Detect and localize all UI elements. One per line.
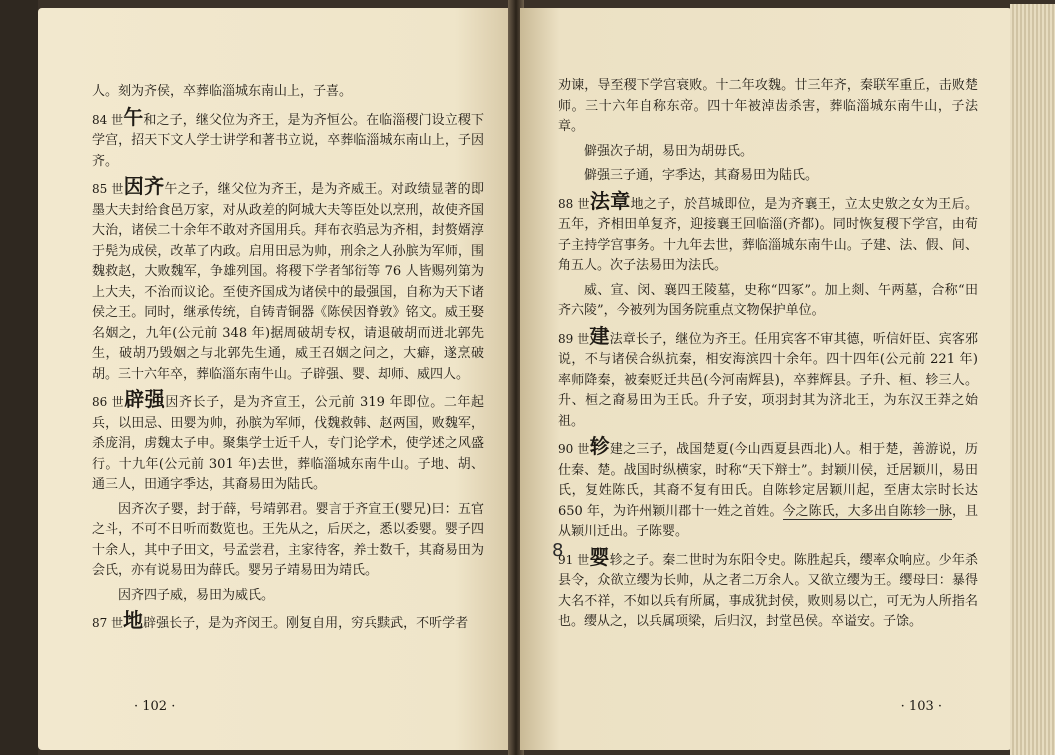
paragraph	[558, 323, 978, 433]
ancestor-name: 午	[123, 104, 144, 129]
ancestor-name: 建	[589, 323, 610, 348]
paragraph	[92, 586, 484, 607]
paragraph	[558, 281, 978, 322]
paragraph	[558, 544, 978, 633]
paragraph	[92, 389, 484, 496]
ancestor-name: 轸	[589, 434, 610, 458]
paragraph-text: 建之三子，战国楚夏(今山西夏县西北)人。相于楚，善游说，历仕秦、楚。战国时纵横家，时称“天下辩士”。封颖川侯，迁居颖川，易田氏，复姓陈氏，其裔不复有田氏。自陈轸定居颖川起，至唐太宗时长达 650 年，为许州颖川郡十一姓之首姓。	[558, 442, 978, 519]
paragraph	[92, 610, 484, 635]
paragraph-text: 辟强长子，是为齐闵王。刚复自用，穷兵黩武，不听学者	[143, 616, 469, 631]
generation-number: 85 世	[92, 182, 124, 196]
handwritten-margin-mark: 8	[552, 540, 564, 561]
page-number-left: · 102 ·	[134, 699, 176, 714]
left-page	[38, 8, 512, 750]
paragraph	[558, 436, 978, 543]
paragraph	[92, 104, 484, 173]
paragraph-text: 威、宣、闵、襄四王陵墓，史称“四冢”。加上剡、午两墓，合称“田齐六陵”，今被列为国务院重点文物保护单位。	[558, 282, 978, 318]
generation-number: 90 世	[558, 442, 590, 456]
paragraph	[558, 76, 978, 138]
underlined-text: 今之陈氏，大多出自陈轸一脉	[782, 503, 952, 519]
paragraph-text: 地之子，於莒城即位，是为齐襄王，立太史敫之女为王后。五年，齐相田单复齐，迎接襄王回临淄(齐都)。同时恢复稷下学宫，由荀子主持学宫事务。十九年去世，葬临淄城东南牛山。子建、法、假、间、角五人。次子法易田为法氏。	[558, 196, 978, 273]
paragraph	[92, 82, 484, 103]
generation-number: 84 世	[92, 112, 124, 127]
paragraph-text: 法章长子，继位为齐王。任用宾客不审其德，听信奸臣、宾客邪说，不与诸侯合纵抗秦，相安海滨四十余年。四十四年(公元前 221 年)率师降秦，被秦贬迁共邑(今河南辉县)，卒葬辉县。子升、桓、轸三人。升、桓之裔易田为王氏。升子安，项羽封其为济北王，为东汉王莽之始祖。	[558, 331, 978, 429]
ancestor-name: 法章	[589, 188, 631, 213]
paragraph-text: 劝谏，导至稷下学宫衰败。十二年攻魏。廿三年齐，秦联军重丘，击败楚师。三十六年自称东帝。四十年被淖齿杀害，葬临淄城东南牛山，子法章。	[558, 78, 978, 134]
page-edges	[1010, 4, 1055, 755]
paragraph-text: 僻强三子通，字季达，其裔易田为陆氏。	[584, 168, 819, 183]
paragraph-text: 轸之子。秦二世时为东阳令史。陈胜起兵，缨率众响应。少年杀县令，众欲立缨为长帅，从之者二万余人。又欲立缨为王。缨母曰：暴得大名不祥，不如以兵有所属，事成犹封侯，败则易以亡，可无为人所指名也。缨从之，以兵属项梁，后归汉，封堂邑侯。卒谥安。子馀。	[558, 552, 978, 629]
ancestor-name: 辟强	[124, 387, 166, 411]
ancestor-name: 婴	[589, 544, 610, 569]
generation-number: 86 世	[92, 395, 125, 409]
paragraph-text: 午之子，继父位为齐王，是为齐威王。对政绩显著的即墨大夫封给食邑万家，对从政差的阿城大夫等臣处以烹刑，故使齐国大治，诸侯二十余年不敢对齐国用兵。拜布衣驺忌为齐相，封赘婿淳于髡为成侯，改革了内政。启用田忌为帅，刑余之人孙膑为军师，围魏救赵，大败魏军，争雄列国。将稷下学者邹衍等 76 人皆赐列第为上大夫，不治而议论。至使齐国成为诸侯中的最强国，自称为天下诸侯之王。同时，继承传统，自铸青铜器《陈侯因脊敦》铭文。威王娶名姻之，九年(公元前 348 年)据周破胡专权，请退破胡而迸北郭先生，破胡乃毁姻之与北郭先生通，威王召姻之问之，大癖，遂烹破胡。三十六年卒，葬临淄东南牛山。子辟强、婴、却师、威四人。	[92, 182, 484, 382]
paragraph-text: 人。刻为齐侯，卒葬临淄城东南山上，子喜。	[92, 84, 353, 99]
paragraph-text: 因齐四子威，易田为威氏。	[118, 587, 275, 603]
paragraph-text: 因齐次子婴，封于薛，号靖郭君。婴言于齐宣王(婴兄)曰：五官之斗，不可不日听而数览也。王先从之，后厌之，悉以委婴。婴子四十余人，其中子田文，号孟尝君，主家待客，养士数千，其裔易田为会氏，亦有说易田为薛氏。婴另子靖易田为靖氏。	[92, 501, 484, 578]
paragraph	[558, 188, 978, 277]
left-page-body	[92, 82, 484, 635]
background-left	[0, 0, 38, 755]
right-page	[520, 8, 1012, 750]
generation-number: 87 世	[92, 616, 124, 630]
paragraph	[92, 176, 484, 385]
paragraph-text: 因齐长子，是为齐宣王，公元前 319 年即位。二年起兵，以田忌、田婴为帅，孙膑为军师，伐魏救韩、赵两国，败魏军，杀庞涓，虏魏太子申。聚集学士近千人，专门论学术，使学述之风盛行。十九年(公元前 301 年)去世，葬临淄城东南牛山。子地、胡、通三人，田通字季达，其裔易田为陆氏。	[92, 395, 484, 492]
ancestor-name: 地	[123, 608, 144, 632]
paragraph	[558, 166, 978, 187]
ancestor-name: 因齐	[123, 174, 165, 198]
paragraph	[92, 500, 484, 582]
generation-number: 89 世	[558, 331, 590, 346]
right-page-body	[558, 76, 978, 633]
generation-number: 91 世	[558, 552, 590, 567]
paragraph-text: ，且从颖川迁出。子陈婴。	[558, 503, 978, 539]
generation-number: 88 世	[558, 196, 590, 211]
page-number-right: · 103 ·	[900, 699, 942, 714]
paragraph-text: 僻强次子胡，易田为胡毋氏。	[584, 143, 754, 159]
paragraph	[558, 142, 978, 163]
paragraph-text: 和之子，继父位为齐王，是为齐恒公。在临淄稷门设立稷下学宫，招天下文人学士讲学和著书立说，卒葬临淄城东南山上，子因齐。	[92, 112, 484, 169]
